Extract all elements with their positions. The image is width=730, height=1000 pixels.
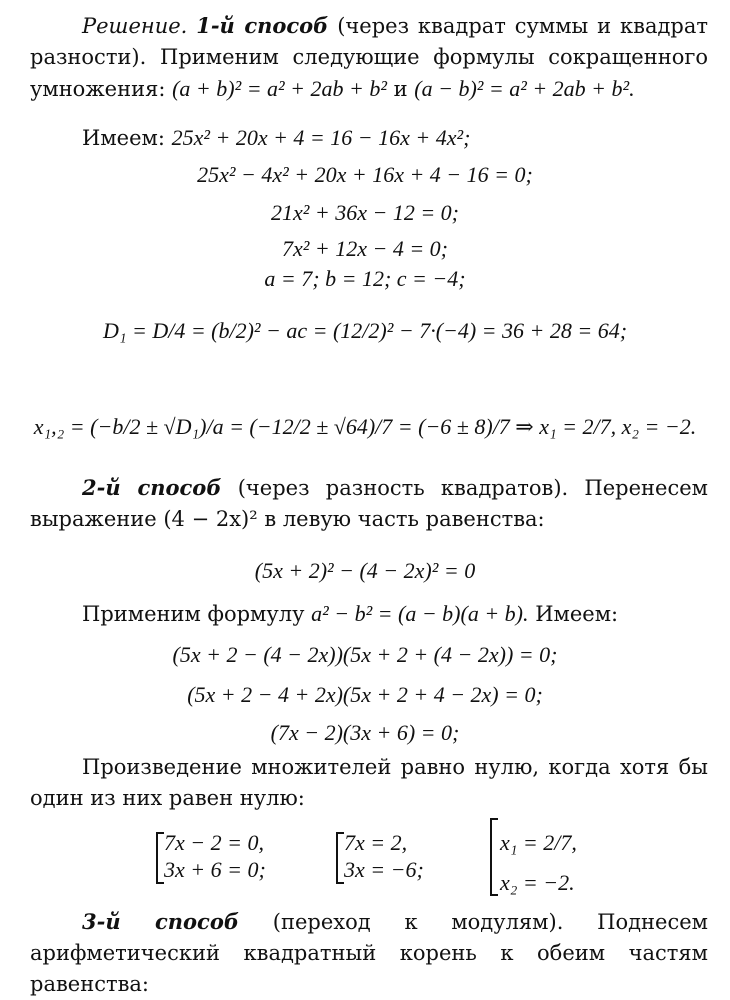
method3-intro (30, 906, 708, 1000)
method1-title: 1-й способ (196, 13, 329, 38)
system-3-line-1: x₁ = 2/7, (500, 830, 577, 855)
equation-discriminant: D₁ = D/4 = (b/2)² − ac = (12/2)² − 7·(−4) = 36 + 28 = 64; (102, 318, 628, 343)
method2-intro (30, 472, 708, 535)
method2-intro-text: (через разность квадратов). Перенесем выражение (4 − 2x)² в левую часть равенства: (30, 476, 708, 531)
method2-title: 2-й способ (82, 475, 222, 500)
system-3-bracket (490, 818, 492, 896)
system-2-bracket (336, 832, 338, 884)
equation-10: (5x + 2 − 4 + 2x)(5x + 2 + 4 − 2x) = 0; (187, 682, 543, 707)
have-label: Имеем: (82, 126, 165, 150)
equation-3: 21x² + 36x − 12 = 0; (271, 200, 459, 225)
apply-formula-line (82, 598, 702, 630)
formula-square-diff: (a − b)² = a² + 2ab + b². (414, 76, 635, 101)
system-1-line-1: 7x − 2 = 0, (164, 830, 264, 855)
equation-11: (7x − 2)(3x + 6) = 0; (270, 720, 460, 745)
system-2-line-2: 3x = −6; (344, 857, 424, 882)
equation-2: 25x² − 4x² + 20x + 16x + 4 − 16 = 0; (197, 162, 533, 187)
method3-title: 3-й способ (82, 909, 240, 934)
method1-intro (30, 10, 708, 105)
equation-roots: x₁,₂ = (−b/2 ± √D₁)/a = (−12/2 ± √64)/7 = (−6 ± 8)/7 ⇒ x₁ = 2/7, x₂ = −2. (33, 414, 697, 439)
product-paragraph: Произведение множителей равно нулю, когда хотя бы один из них равен нулю: (30, 755, 708, 810)
equation-8: (5x + 2)² − (4 − 2x)² = 0 (254, 558, 476, 583)
equation-5: a = 7; b = 12; c = −4; (264, 266, 466, 291)
equation-4: 7x² + 12x − 4 = 0; (282, 236, 448, 261)
equation-1: 25x² + 20x + 4 = 16 − 16x + 4x²; (171, 125, 471, 150)
system-1-bracket (156, 832, 158, 884)
system-2-line-1: 7x = 2, (344, 830, 408, 855)
formula-diff-squares: a² − b² = (a − b)(a + b). (311, 601, 529, 626)
equation-9: (5x + 2 − (4 − 2x))(5x + 2 + (4 − 2x)) = 0; (172, 642, 558, 667)
method1-intro-text: (через квадрат суммы и квадрат разности). Применим следующие формулы сокращенного умножения: (30, 14, 708, 101)
system-1-line-2: 3x + 6 = 0; (164, 857, 266, 882)
method3-intro-text: (переход к модулям). Поднесем арифметический квадратный корень к обеим частям равенства: (30, 910, 708, 996)
system-3-line-2: x₂ = −2. (500, 870, 575, 895)
formula-square-sum: (a + b)² = a² + 2ab + b² (172, 76, 387, 101)
have-label-2: Имеем: (535, 602, 619, 626)
apply-label: Применим формулу (82, 602, 305, 626)
have-line (82, 122, 702, 154)
and-word: и (393, 77, 408, 101)
solution-label: Решение. (82, 14, 188, 38)
